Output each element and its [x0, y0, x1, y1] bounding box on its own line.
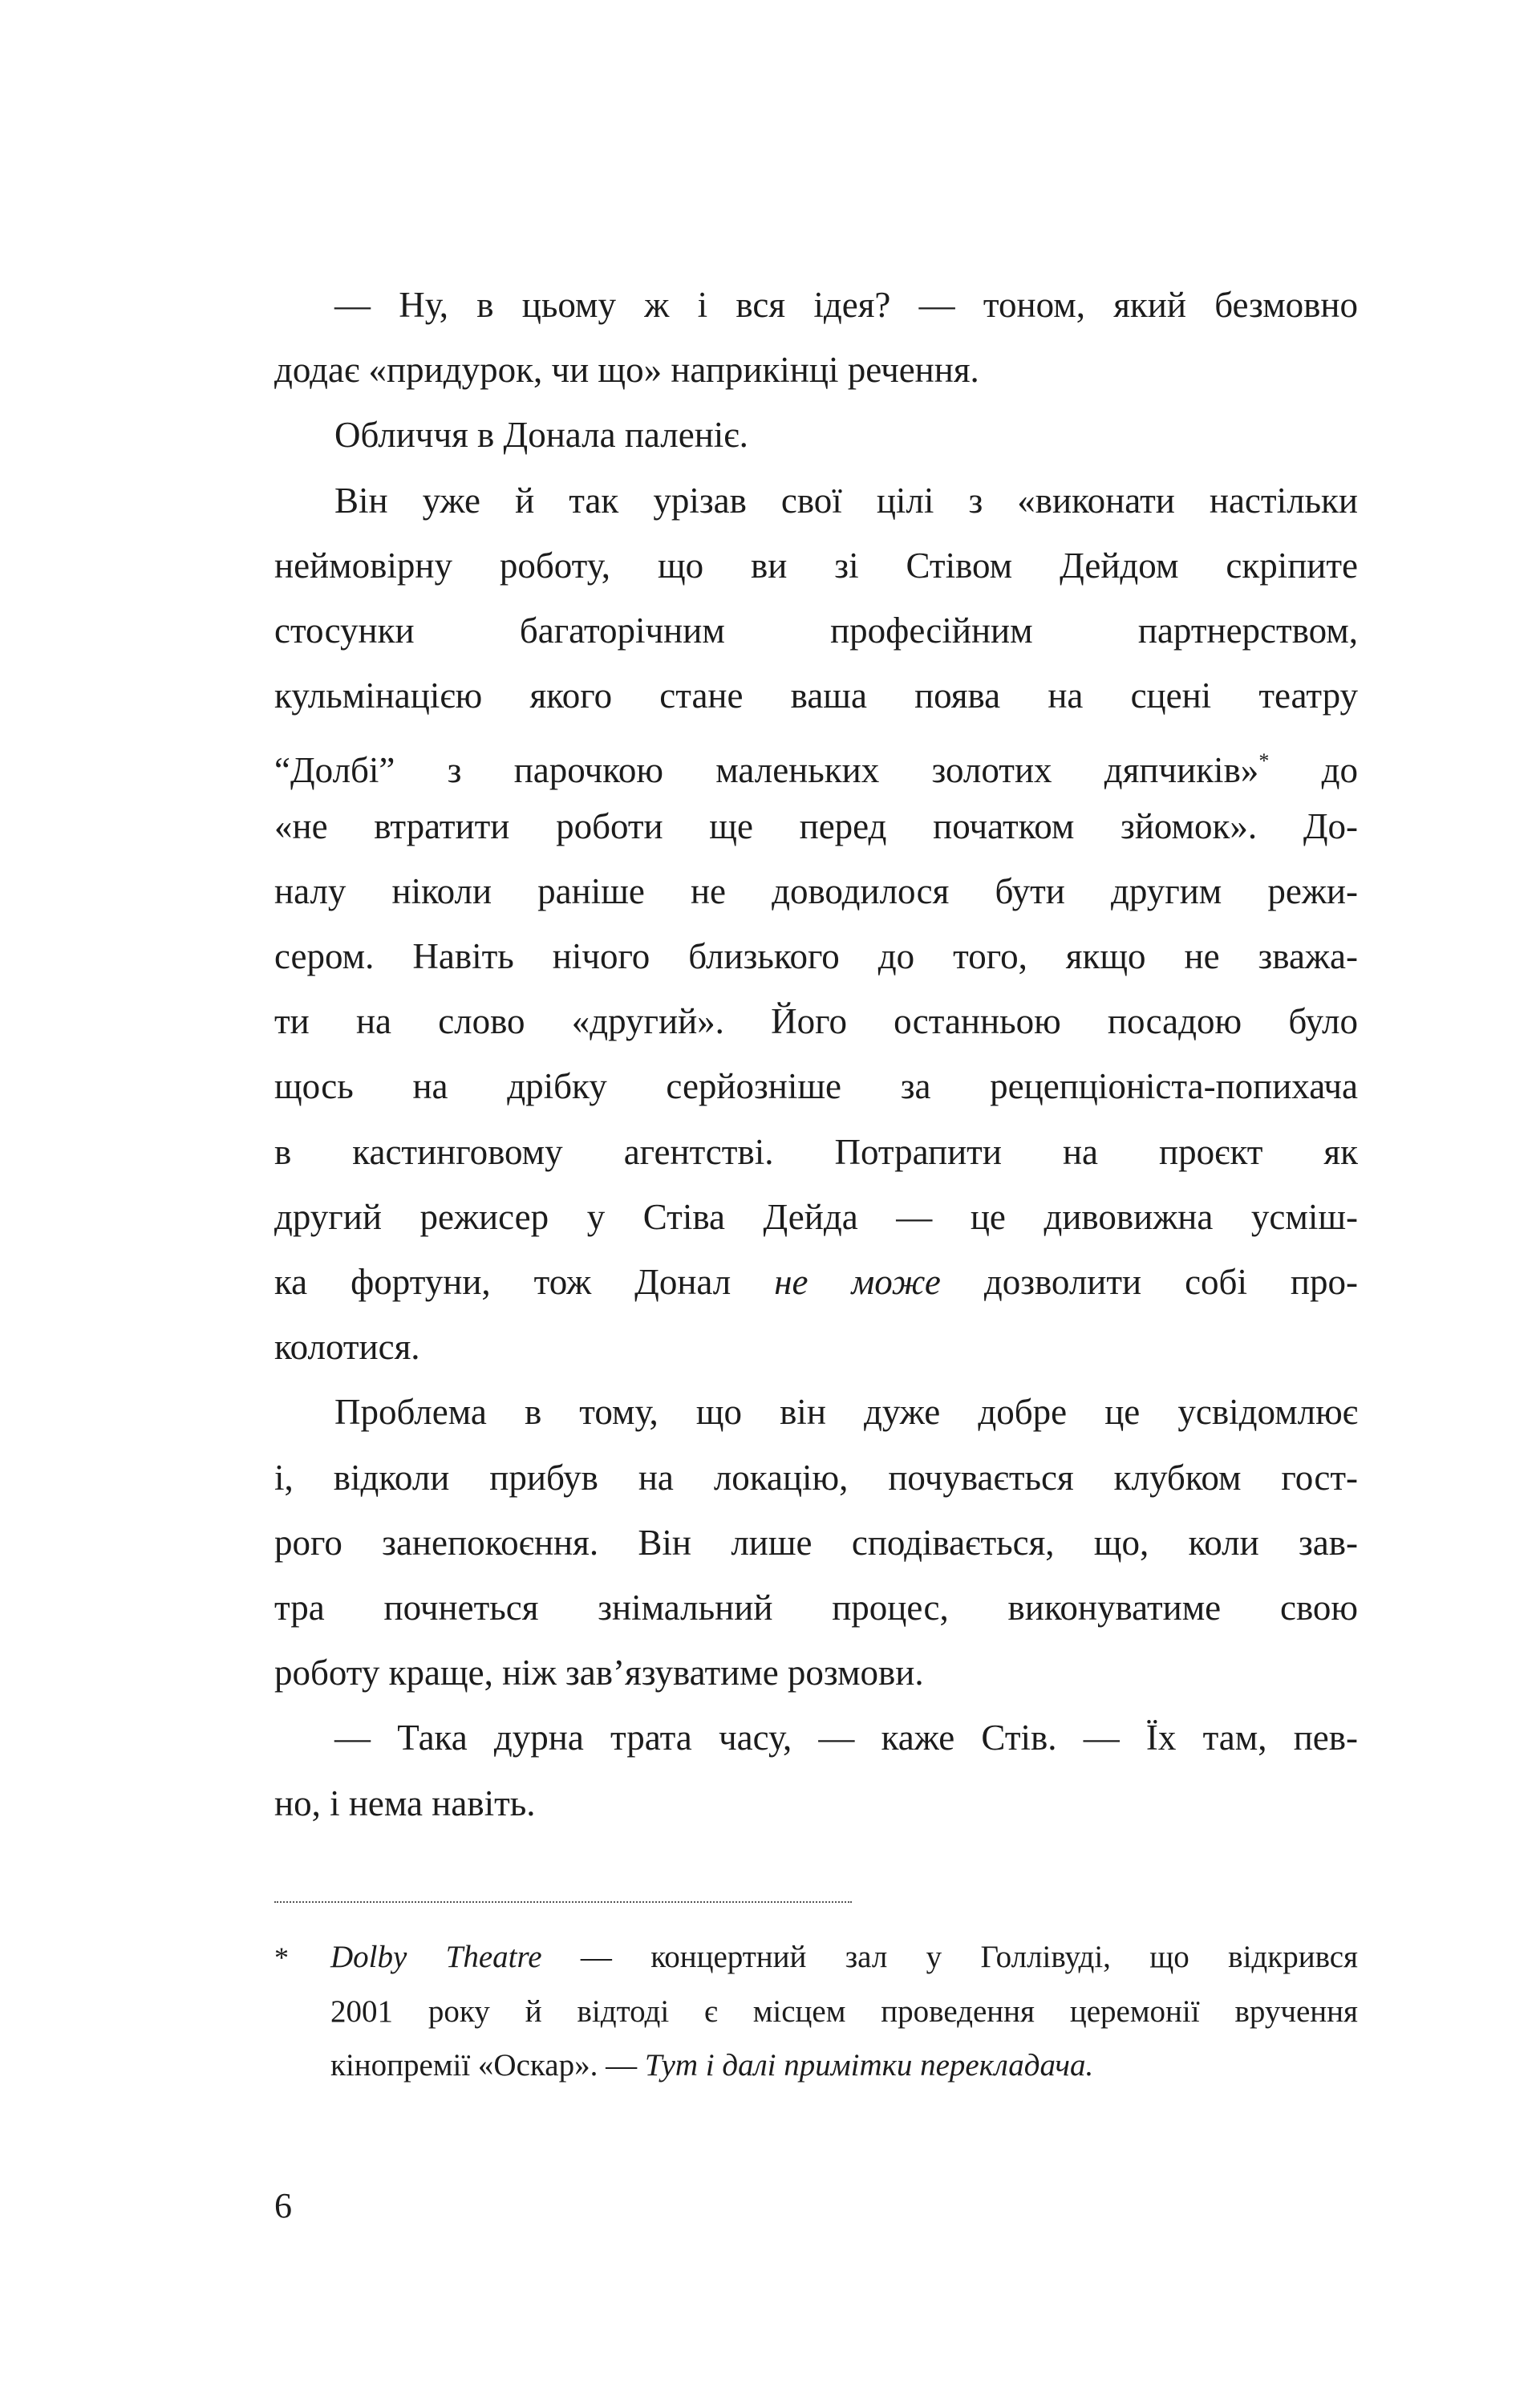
text-segment: — Така дурна трата часу, — каже Стів. — Їх там, пев-: [334, 1718, 1358, 1758]
italic-text: Dolby Theatre: [330, 1940, 542, 1974]
text-line: [274, 1315, 1358, 1380]
text-line: [274, 1576, 1358, 1641]
text-line: [274, 1511, 1358, 1576]
text-segment: сером. Навіть нічого близького до того, якщо не зважа-: [274, 936, 1358, 976]
text-segment: колотися.: [274, 1327, 420, 1368]
text-segment: щось на дрібку серйозніше за рецепціоніста-попихача: [274, 1066, 1358, 1107]
text-line: [334, 1380, 1358, 1445]
text-segment: роботу краще, ніж зав’язуватиме розмови.: [274, 1653, 924, 1693]
text-segment: Він уже й так урізав свої цілі з «виконати настільки: [334, 480, 1358, 521]
footnote-line: [330, 1930, 1358, 1984]
text-segment: “Долбі” з парочкою маленьких золотих дяпчиків»: [274, 750, 1259, 791]
text-line: [274, 924, 1358, 989]
text-line: [274, 663, 1358, 728]
text-line: [274, 859, 1358, 924]
text-segment: кульмінацією якого стане ваша поява на сцені театру: [274, 675, 1358, 716]
text-segment: і, відколи прибув на локацію, почувається клубком гост-: [274, 1457, 1358, 1498]
italic-text: Тут і далі примітки перекладача.: [644, 2048, 1094, 2083]
text-segment: ти на слово «другий». Його останньою посадою було: [274, 1001, 1358, 1042]
text-segment: тра почнеться знімальний процес, виконуватиме свою: [274, 1588, 1358, 1628]
text-line: [274, 1185, 1358, 1250]
text-line: [274, 1054, 1358, 1119]
text-line: [274, 598, 1358, 663]
text-line: [274, 1641, 1358, 1705]
text-line: [274, 728, 1358, 793]
text-line: [274, 989, 1358, 1054]
footnote-divider: [274, 1901, 852, 1903]
text-segment: додає «придурок, чи що» наприкінці речення.: [274, 350, 979, 391]
text-segment: Обличчя в Донала паленіє.: [334, 415, 748, 456]
page-number: 6: [274, 2186, 292, 2225]
text-line: [334, 273, 1358, 338]
footnote-mark: *: [274, 1941, 289, 1973]
text-segment: 2001 року й відтоді є місцем проведення церемонії вручення: [330, 1993, 1358, 2029]
text-segment: дозволити собі про-: [940, 1262, 1358, 1302]
text-segment: неймовірну роботу, що ви зі Стівом Дейдом скріпите: [274, 545, 1358, 586]
text-segment: до: [1269, 750, 1358, 791]
footnote-line: [330, 2038, 1358, 2092]
text-line: [274, 338, 1358, 403]
text-line: [334, 1705, 1358, 1770]
text-segment: налу ніколи раніше не доводилося бути другим режи-: [274, 870, 1358, 911]
italic-text: не може: [774, 1262, 941, 1302]
text-segment: другий режисер у Стіва Дейда — це дивовижна усміш-: [274, 1196, 1358, 1237]
text-segment: стосунки багаторічним професійним партнерством,: [274, 610, 1358, 651]
text-segment: — концертний зал у Голлівуді, що відкрився: [541, 1940, 1358, 1974]
text-line: [274, 533, 1358, 598]
text-line: [274, 794, 1358, 859]
text-line: [334, 403, 1358, 468]
text-line: [274, 1120, 1358, 1185]
text-segment: в кастинговому агентстві. Потрапити на проєкт як: [274, 1131, 1358, 1172]
text-line: [274, 1446, 1358, 1511]
text-segment: «не втратити роботи ще перед початком зйомок». До-: [274, 805, 1358, 846]
text-line: [334, 468, 1358, 533]
text-line: [274, 1250, 1358, 1315]
text-segment: — Ну, в цьому ж і вся ідея? — тоном, який безмовно: [334, 285, 1358, 325]
text-segment: Проблема в тому, що він дуже добре це усвідомлює: [334, 1392, 1358, 1433]
text-line: [274, 1771, 1358, 1836]
footnote-reference: *: [1258, 749, 1270, 773]
text-segment: рого занепокоєння. Він лише сподівається, що, коли зав-: [274, 1522, 1358, 1563]
text-segment: кінопремії «Оскар». —: [330, 2048, 645, 2083]
text-segment: ка фортуни, тож Донал: [274, 1262, 775, 1302]
footnote-line: [330, 1985, 1358, 2038]
text-segment: но, і нема навіть.: [274, 1783, 536, 1823]
